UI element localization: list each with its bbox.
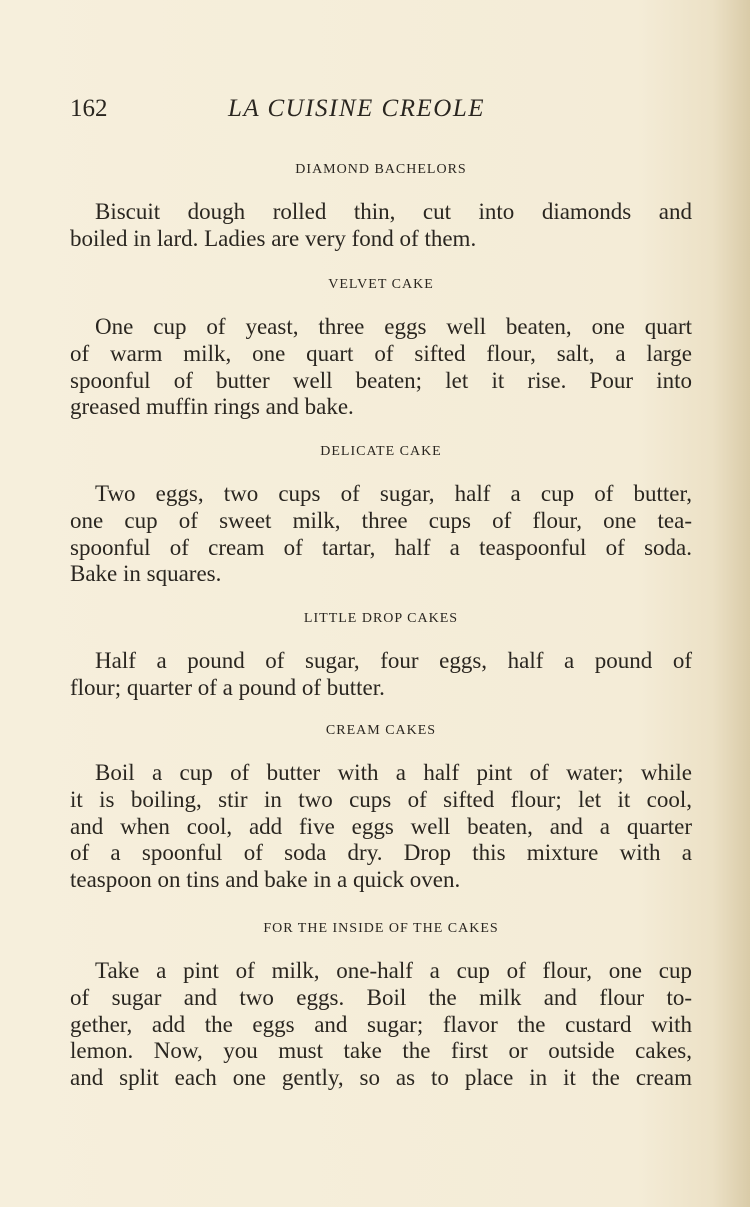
recipe-title: DIAMOND BACHELORS	[295, 162, 467, 177]
text-line: spoonful of butter well beaten; let it rise. Pour into	[70, 367, 692, 393]
text-line: Boil a cup of butter with a half pint of water; while	[95, 760, 692, 785]
recipe-title: DELICATE CAKE	[320, 444, 442, 459]
text-line: of sugar and two eggs. Boil the milk and flour to-	[70, 984, 692, 1010]
text-line: greased muffin rings and bake.	[70, 394, 354, 420]
recipe-title: FOR THE INSIDE OF THE CAKES	[263, 921, 499, 936]
recipe-text	[70, 958, 692, 1092]
recipe-section	[70, 160, 692, 253]
recipe-section	[70, 275, 692, 421]
text-line: spoonful of cream of tartar, half a teaspoonful of soda.	[70, 534, 692, 560]
recipe-section	[70, 442, 692, 588]
recipe-section	[70, 609, 692, 702]
text-line: Half a pound of sugar, four eggs, half a pound of	[95, 648, 692, 673]
text-line: Two eggs, two cups of sugar, half a cup of butter,	[95, 481, 692, 506]
text-line: Take a pint of milk, one-half a cup of flour, one cup	[95, 958, 692, 983]
page-number: 162	[70, 95, 108, 122]
recipe-text	[70, 760, 692, 894]
text-line: flour; quarter of a pound of butter.	[70, 674, 385, 700]
text-line: One cup of yeast, three eggs well beaten, one quart	[95, 314, 692, 339]
text-line: lemon. Now, you must take the first or outside cakes,	[70, 1038, 692, 1064]
text-line: boiled in lard. Ladies are very fond of them.	[70, 225, 477, 251]
recipe-title: VELVET CAKE	[328, 277, 434, 292]
recipe-text	[70, 199, 692, 253]
running-title: LA CUISINE CREOLE	[228, 95, 485, 122]
text-line: and when cool, add five eggs well beaten, and a quarter	[70, 813, 692, 839]
text-line: and split each one gently, so as to place in it the cream	[70, 1065, 692, 1091]
text-line: teaspoon on tins and bake in a quick oven.	[70, 867, 461, 893]
text-line: of a spoonful of soda dry. Drop this mixture with a	[70, 840, 692, 866]
recipe-title: LITTLE DROP CAKES	[303, 611, 459, 626]
recipe-text	[70, 481, 692, 588]
recipe-text	[70, 648, 692, 702]
text-line: one cup of sweet milk, three cups of flour, one tea-	[70, 507, 692, 533]
text-line: of warm milk, one quart of sifted flour, salt, a large	[70, 340, 692, 366]
recipe-section	[70, 721, 692, 894]
text-line: Biscuit dough rolled thin, cut into diamonds and	[95, 199, 692, 224]
recipe-section	[70, 919, 692, 1092]
text-line: gether, add the eggs and sugar; flavor the custard with	[70, 1011, 692, 1037]
recipe-title: CREAM CAKES	[325, 723, 437, 738]
text-line: Bake in squares.	[70, 561, 222, 587]
text-line: it is boiling, stir in two cups of sifted flour; let it cool,	[70, 786, 692, 812]
recipe-text	[70, 314, 692, 421]
